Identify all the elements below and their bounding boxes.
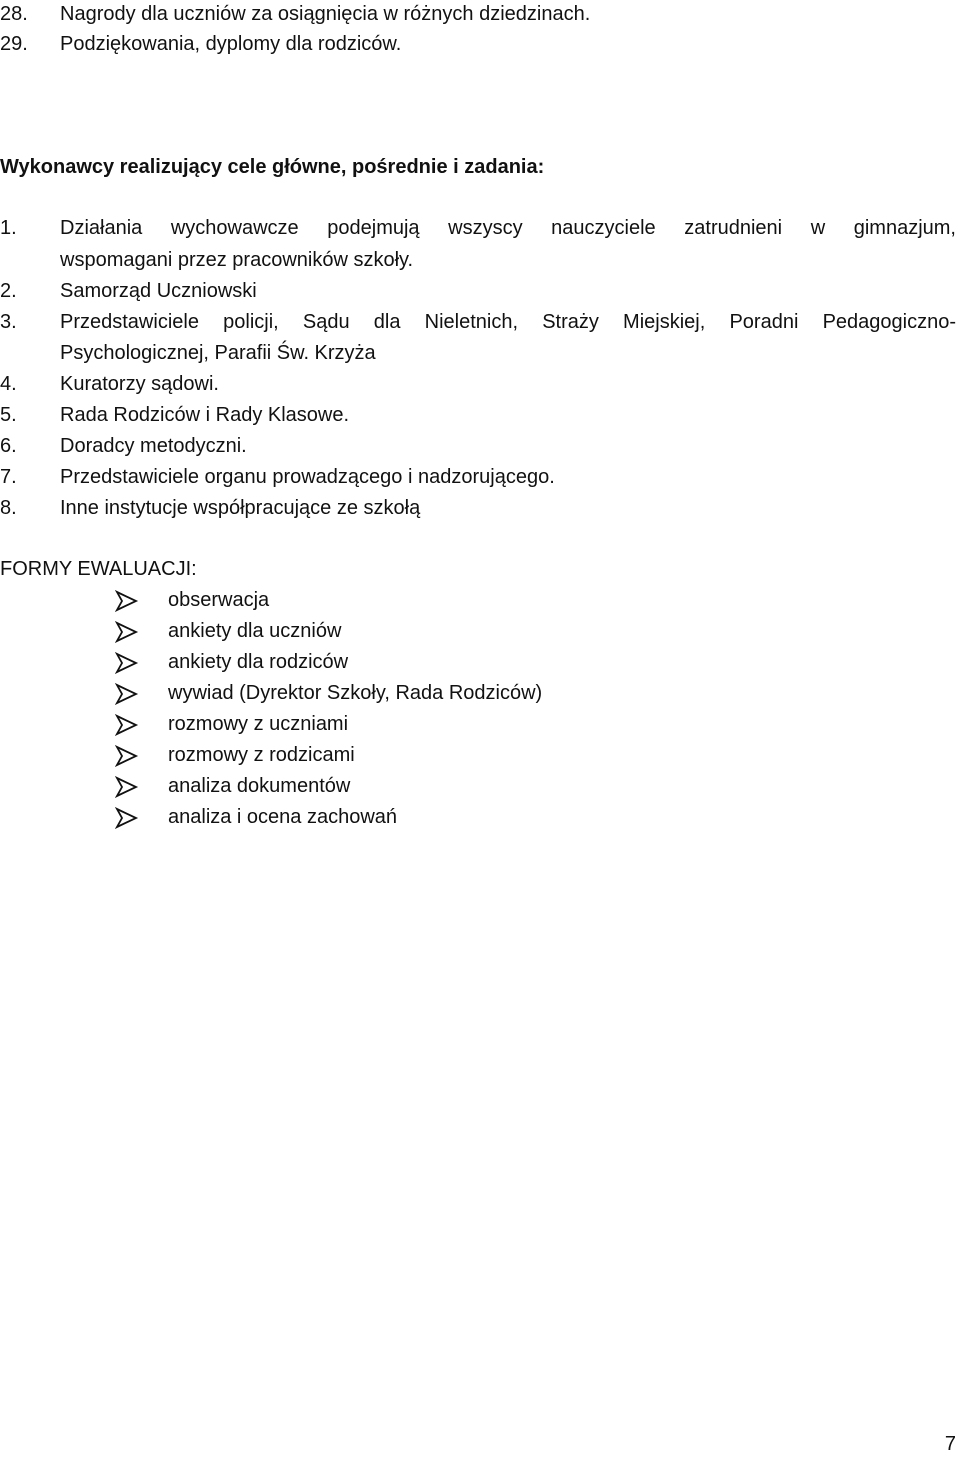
list-number: 8. bbox=[0, 497, 17, 519]
arrowhead-bullet-icon bbox=[115, 620, 139, 644]
evaluation-item: ankiety dla rodziców bbox=[168, 651, 349, 673]
list-item-text: Przedstawiciele policji, Sądu dla Nieletnich, Straży Miejskiej, Poradni Pedagogiczno- bbox=[60, 311, 956, 333]
list-item-text-continuation: wspomagani przez pracowników szkoły. bbox=[60, 249, 414, 271]
list-item-text: Inne instytucje współpracujące ze szkołą bbox=[60, 497, 421, 519]
list-item-text-continuation: Psychologicznej, Parafii Św. Krzyża bbox=[60, 342, 376, 364]
list-item-text: Doradcy metodyczni. bbox=[60, 435, 247, 457]
list-item-text: Przedstawiciele organu prowadzącego i nadzorującego. bbox=[60, 466, 555, 488]
list-number: 4. bbox=[0, 373, 17, 395]
arrowhead-bullet-icon bbox=[115, 775, 139, 799]
evaluation-item: rozmowy z uczniami bbox=[168, 713, 349, 735]
list-number: 3. bbox=[0, 311, 17, 333]
arrowhead-bullet-icon bbox=[115, 589, 139, 613]
list-item-text: Samorząd Uczniowski bbox=[60, 280, 257, 302]
evaluation-item: analiza dokumentów bbox=[168, 775, 351, 797]
list-number: 1. bbox=[0, 217, 17, 239]
list-item-text: Nagrody dla uczniów za osiągnięcia w różnych dziedzinach. bbox=[60, 3, 591, 25]
list-number: 7. bbox=[0, 466, 17, 488]
list-number: 5. bbox=[0, 404, 17, 426]
evaluation-item: analiza i ocena zachowań bbox=[168, 806, 398, 828]
evaluation-item: ankiety dla uczniów bbox=[168, 620, 342, 642]
evaluation-item: obserwacja bbox=[168, 589, 270, 611]
list-item-text: Rada Rodziców i Rady Klasowe. bbox=[60, 404, 350, 426]
list-item-text: Działania wychowawcze podejmują wszyscy nauczyciele zatrudnieni w gimnazjum, bbox=[60, 217, 956, 239]
arrowhead-bullet-icon bbox=[115, 744, 139, 768]
list-number: 2. bbox=[0, 280, 17, 302]
arrowhead-bullet-icon bbox=[115, 713, 139, 737]
page-number: 7 bbox=[944, 1433, 956, 1455]
arrowhead-bullet-icon bbox=[115, 806, 139, 830]
list-item-text: Kuratorzy sądowi. bbox=[60, 373, 219, 395]
evaluation-heading: FORMY EWALUACJI: bbox=[0, 558, 197, 580]
arrowhead-bullet-icon bbox=[115, 651, 139, 675]
evaluation-item: rozmowy z rodzicami bbox=[168, 744, 355, 766]
list-item-text: Podziękowania, dyplomy dla rodziców. bbox=[60, 33, 402, 55]
evaluation-item: wywiad (Dyrektor Szkoły, Rada Rodziców) bbox=[168, 682, 543, 704]
list-number: 29. bbox=[0, 33, 28, 55]
list-number: 6. bbox=[0, 435, 17, 457]
arrowhead-bullet-icon bbox=[115, 682, 139, 706]
list-number: 28. bbox=[0, 3, 28, 25]
performers-heading: Wykonawcy realizujący cele główne, pośrednie i zadania: bbox=[0, 156, 545, 178]
